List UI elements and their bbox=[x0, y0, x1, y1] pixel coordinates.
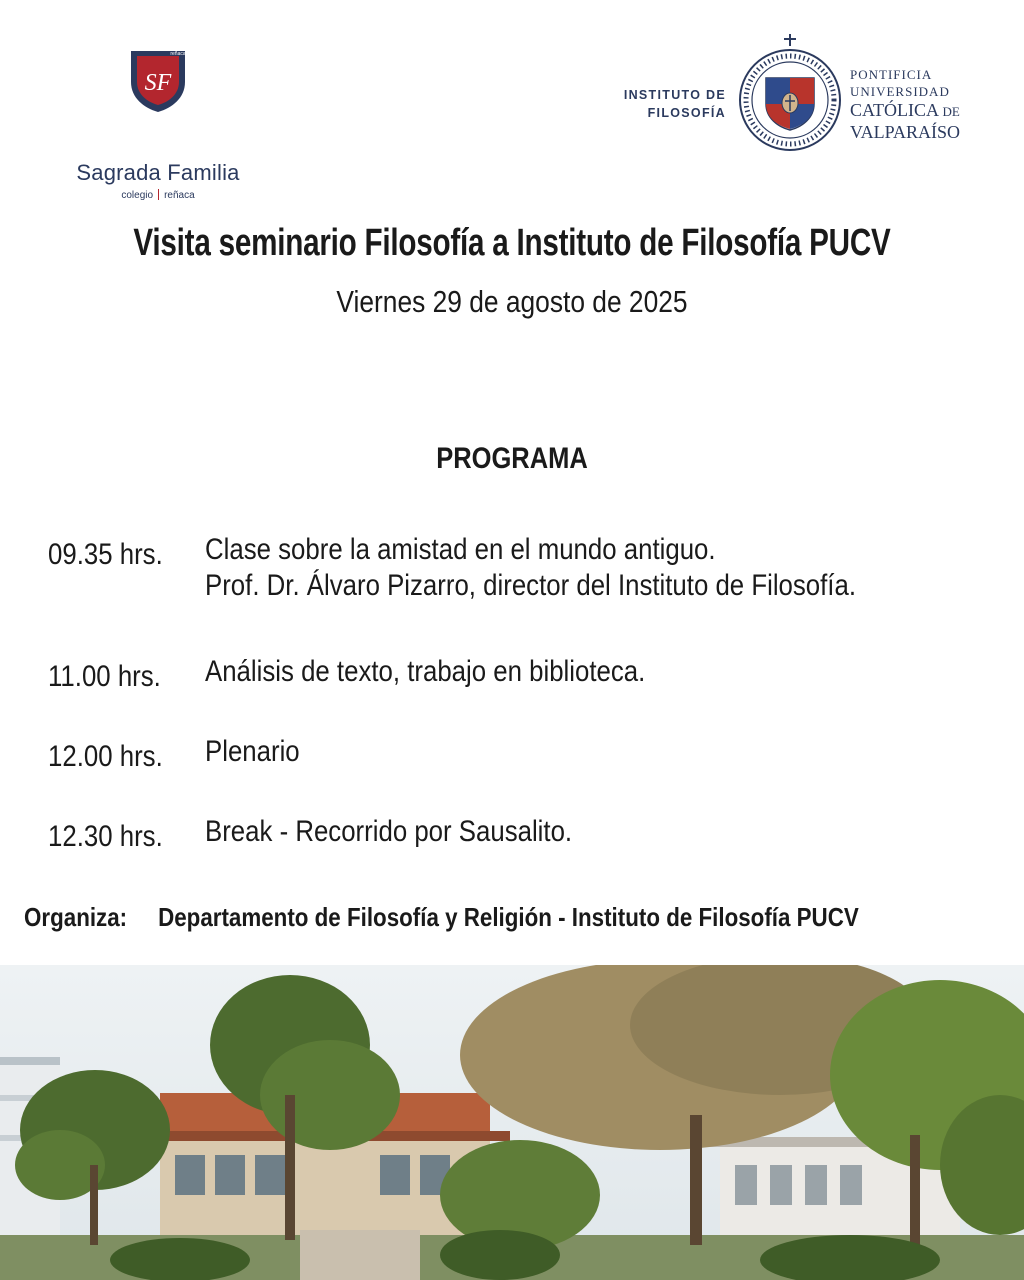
schedule-description: Break - Recorrido por Sausalito. bbox=[205, 815, 573, 848]
institute-name bbox=[608, 86, 726, 122]
university-seal-icon bbox=[738, 32, 842, 156]
shield-seal-text: reñaca bbox=[170, 51, 186, 57]
school-name: Sagrada Familia bbox=[76, 160, 240, 185]
schedule-time: 11.00 hrs. bbox=[48, 660, 161, 693]
school-shield-icon bbox=[128, 48, 188, 114]
university-name bbox=[850, 66, 960, 142]
page-title: Visita seminario Filosofía a Instituto de Filosofía PUCV bbox=[133, 222, 891, 264]
university-de: DE bbox=[942, 104, 960, 119]
university-catolica: CATÓLICA bbox=[850, 100, 939, 120]
sagrada-familia-logo bbox=[60, 46, 260, 201]
schedule-time: 12.30 hrs. bbox=[48, 820, 163, 853]
program-heading: PROGRAMA bbox=[436, 442, 588, 475]
shield-monogram: SF bbox=[144, 70, 172, 96]
university-line-3 bbox=[850, 100, 960, 122]
event-date: Viernes 29 de agosto de 2025 bbox=[336, 284, 688, 319]
organizer-line bbox=[24, 902, 867, 933]
subtitle-divider bbox=[158, 189, 159, 200]
schedule-time: 09.35 hrs. bbox=[48, 538, 163, 571]
pucv-logo bbox=[600, 30, 1000, 160]
schedule-time: 12.00 hrs. bbox=[48, 740, 163, 773]
school-sub-right: reñaca bbox=[164, 190, 195, 201]
university-line-1: PONTIFICIA bbox=[850, 67, 933, 82]
institute-line-1: INSTITUTO DE bbox=[623, 88, 726, 102]
organizer-value: Departamento de Filosofía y Religión - Instituto de Filosofía PUCV bbox=[158, 902, 859, 932]
campus-photo bbox=[0, 965, 1024, 1280]
organizer-label: Organiza: bbox=[24, 902, 128, 932]
schedule-description-line: Prof. Dr. Álvaro Pizarro, director del Instituto de Filosofía. bbox=[205, 569, 857, 602]
institute-line-2: FILOSOFÍA bbox=[647, 106, 726, 120]
university-line-4: VALPARAÍSO bbox=[850, 122, 961, 142]
schedule-description bbox=[205, 532, 856, 604]
school-subtitle bbox=[60, 189, 256, 201]
university-line-2: UNIVERSIDAD bbox=[850, 84, 950, 99]
schedule-description: Análisis de texto, trabajo en biblioteca. bbox=[205, 655, 646, 688]
schedule-description-line: Clase sobre la amistad en el mundo antiguo. bbox=[205, 533, 716, 566]
school-sub-left: colegio bbox=[121, 190, 154, 201]
schedule-description: Plenario bbox=[205, 735, 300, 768]
